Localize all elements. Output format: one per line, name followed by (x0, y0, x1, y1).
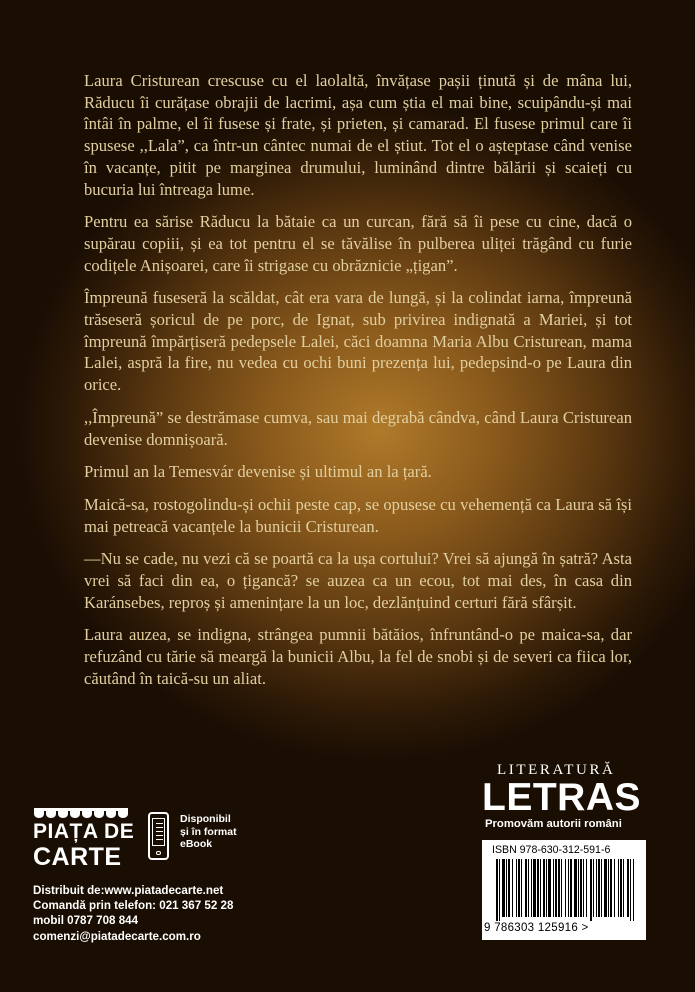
isbn-number: ISBN 978-630-312-591-6 (492, 844, 611, 856)
paragraph-4: ,,Împreună” se destrămase cumva, sau mai degrabă cândva, când Laura Cristurean devenise domnișoară. (84, 407, 632, 449)
isbn-barcode-box (482, 840, 646, 940)
paragraph-7: —Nu se cade, nu vezi că se poartă ca la ușa cortului? Vrei să ajungă în șatră? Asta vrei să faci din ea, o țigancă? se auzea ca un ecou, tot mai des, în casa din Karánsebes, reproș și amenințare la un loc, dezlănțuind certuri fără sfârșit. (84, 549, 632, 612)
mobile-line: mobil 0787 708 844 (33, 914, 139, 928)
barcode-bars (482, 859, 646, 923)
paragraph-8: Laura auzea, se indigna, strângea pumnii bătăios, înfruntând-o pe maica-sa, dar refuzând cu tărie să meargă la bunicii Albu, la fel de snobi și de severi ca fiica lor, căutând în taică-su un aliat. (84, 625, 632, 688)
ebook-availability (180, 813, 260, 851)
paragraph-3: Împreună fuseseră la scăldat, cât era vara de lungă, și la colindat iarna, împreună trăseseră șoricul de pe porc, de Ignat, sub privirea indignată a Mariei, și tot împreună împărțiseră pedepsele Lalei, căci doamna Maria Albu Cristurean, mama Lalei, aspră la fire, nu vedea cu ochi buni prezența lui, pedepsind-o pe Laura din orice. (84, 288, 632, 395)
collection-tagline: Promovăm autorii români (485, 818, 622, 830)
collection-name: LETRAS (482, 776, 641, 819)
paragraph-2: Pentru ea sărise Răducu la bătaie ca un curcan, fără să îi pese cu cine, dacă o supărau copiii, și ea tot pentru el se tăvălise în pulberea uliței trăgând cu furie codițele Anișoarei, care îi strigase cu obrăznicie „țigan”. (84, 212, 632, 275)
awning-icon (34, 808, 128, 818)
ebook-line-1: Disponibil (180, 813, 231, 825)
excerpt-text (84, 70, 632, 701)
paragraph-6: Maică-sa, rostogolindu-și ochii peste cap, se opusese cu vehemență ca Laura să își mai petreacă vacanțele la bunicii Cristurean. (84, 494, 632, 536)
publisher-name-line2: CARTE (33, 843, 122, 871)
phone-order-line: Comandă prin telefon: 021 367 52 28 (33, 899, 234, 913)
collection-label: LITERATURĂ (497, 762, 616, 778)
publisher-name-line1: PIAȚA DE (33, 820, 135, 843)
barcode-digits: 9 786303 125916 > (484, 922, 589, 934)
ebook-screen (152, 818, 165, 846)
paragraph-1: Laura Cristurean crescuse cu el laolaltă, învățase pașii ținută și de mâna lui, Răducu îi curățase obrajii de lacrimi, așa cum știa el mai bine, scuipându-și mai întâi în palme, el îi fusese și frate, și prieten, și camarad. El fusese primul care îi spusese ,,Lala”, ca într-un cântec numai de el știut. Tot el o așteptase când venise în vacanțe, pitit pe marginea drumului, luminând dintre bălării și scaieți cu bucuria lui întreaga lume. (84, 71, 632, 199)
distribution-info (33, 883, 293, 944)
ebook-reader-icon (148, 812, 169, 860)
paragraph-5: Primul an la Temesvár devenise și ultimul an la țară. (84, 462, 432, 482)
piata-de-carte-logo (33, 808, 133, 870)
email-line: comenzi@piatadecarte.com.ro (33, 929, 201, 943)
ebook-line-2: și în format (180, 825, 237, 838)
ebook-line-3: eBook (180, 838, 213, 850)
distributor-line: Distribuit de:www.piatadecarte.net (33, 884, 224, 897)
ebook-button (156, 851, 161, 855)
